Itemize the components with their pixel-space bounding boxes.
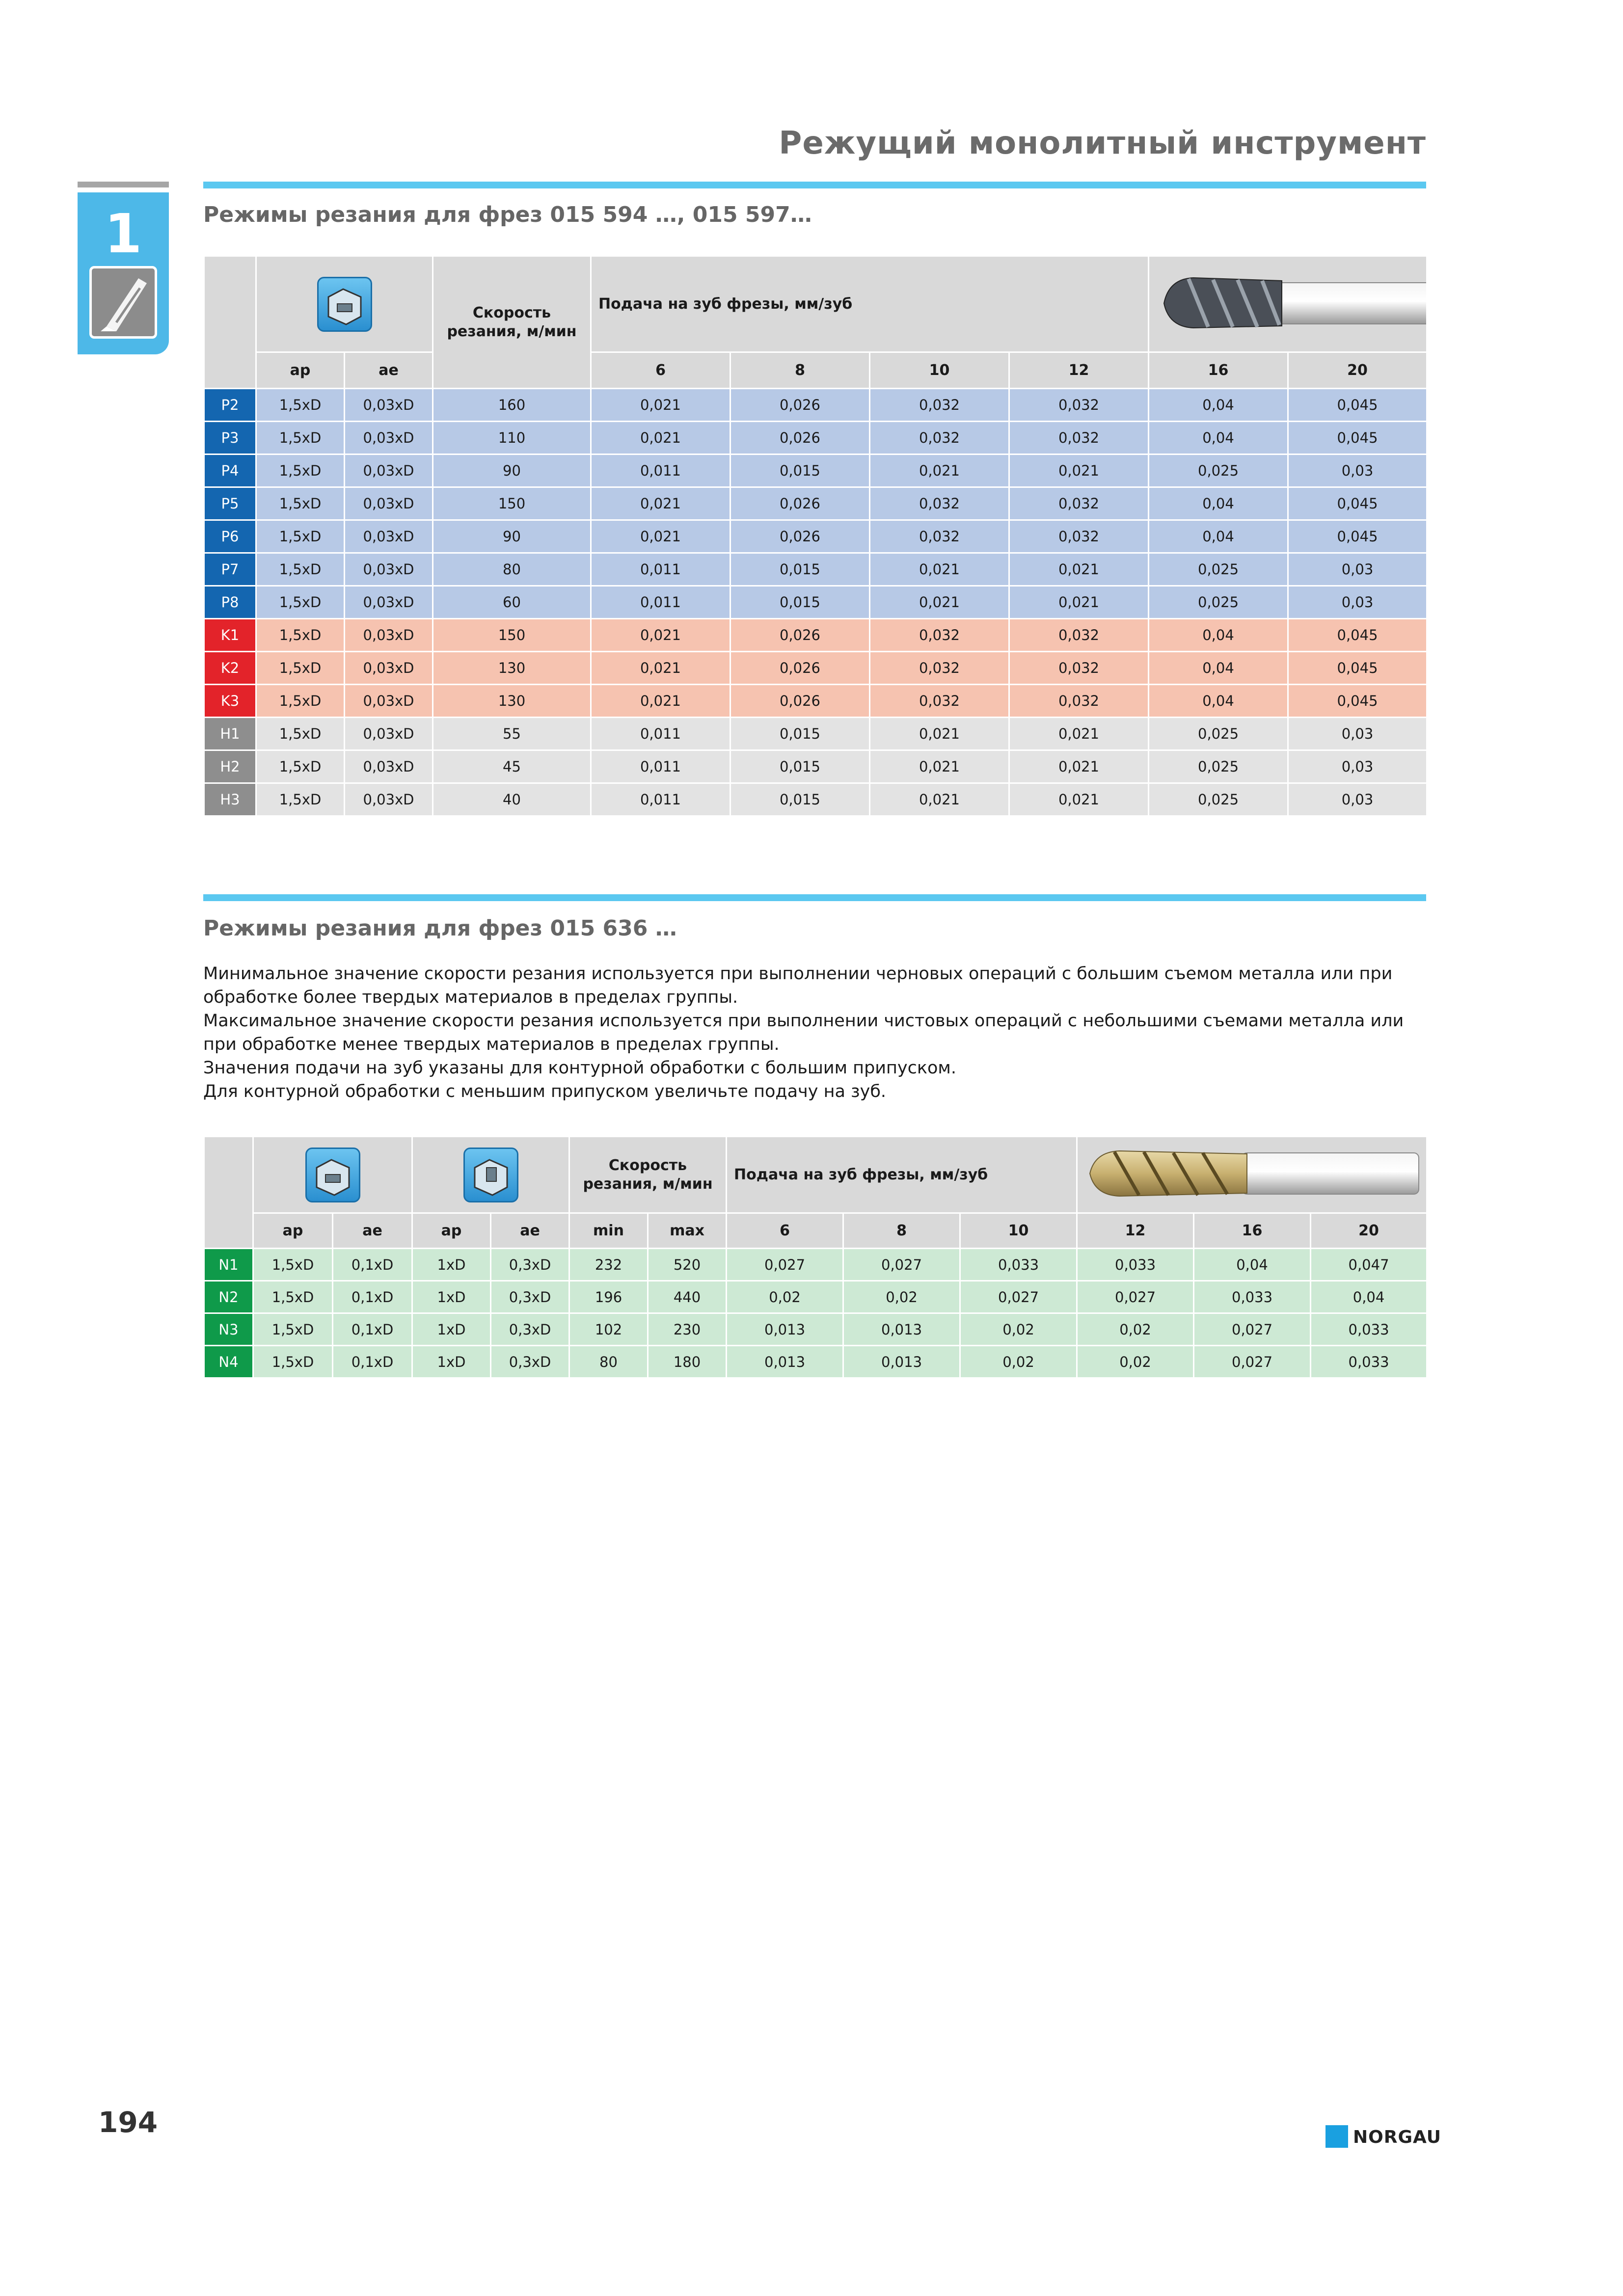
- col-ae-header: ae: [333, 1213, 412, 1249]
- logo-square-icon: [1325, 2125, 1348, 2148]
- ap-cell: 1,5xD: [253, 1313, 333, 1346]
- ap-cell: 1xD: [412, 1313, 491, 1346]
- diameter-header: 8: [730, 352, 870, 389]
- page-number: 194: [98, 2106, 158, 2139]
- ap-cell: 1,5xD: [256, 487, 345, 520]
- feed-cell: 0,04: [1149, 652, 1288, 685]
- feed-cell: 0,032: [1009, 619, 1149, 652]
- side-milling-icon: [317, 277, 372, 332]
- feed-cell: 0,032: [1009, 520, 1149, 553]
- speed-cell: 60: [433, 586, 591, 619]
- operation-icon-cell: [253, 1137, 412, 1213]
- ae-cell: 0,03xD: [345, 520, 433, 553]
- table-row: [204, 750, 1427, 783]
- group-header-cell: [204, 256, 256, 389]
- feed-cell: 0,015: [730, 454, 870, 487]
- feed-cell: 0,021: [1009, 553, 1149, 586]
- feed-cell: 0,011: [591, 750, 730, 783]
- material-group-label: K1: [204, 619, 256, 652]
- feed-cell: 0,027: [1194, 1346, 1311, 1378]
- feed-cell: 0,026: [730, 487, 870, 520]
- feed-cell: 0,021: [591, 520, 730, 553]
- ae-cell: 0,03xD: [345, 619, 433, 652]
- ae-cell: 0,1xD: [333, 1313, 412, 1346]
- feed-cell: 0,015: [730, 783, 870, 816]
- ae-cell: 0,03xD: [345, 389, 433, 422]
- feed-cell: 0,02: [960, 1346, 1077, 1378]
- diameter-header: 8: [843, 1213, 960, 1249]
- feed-cell: 0,026: [730, 652, 870, 685]
- speed-cell: 90: [433, 520, 591, 553]
- speed-min-cell: 80: [569, 1346, 648, 1378]
- table-row: [204, 422, 1427, 454]
- ae-cell: 0,1xD: [333, 1281, 412, 1313]
- material-group-label: P7: [204, 553, 256, 586]
- feed-cell: 0,026: [730, 619, 870, 652]
- ap-cell: 1,5xD: [256, 520, 345, 553]
- table-row: [204, 487, 1427, 520]
- feed-cell: 0,032: [1009, 422, 1149, 454]
- chapter-tab: [78, 192, 169, 354]
- feed-cell: 0,033: [1311, 1313, 1427, 1346]
- ap-cell: 1,5xD: [256, 454, 345, 487]
- ap-cell: 1,5xD: [253, 1346, 333, 1378]
- material-group-label: P6: [204, 520, 256, 553]
- material-group-label: N4: [204, 1346, 253, 1378]
- section2-rule: [203, 894, 1426, 901]
- speed-min-cell: 102: [569, 1313, 648, 1346]
- ae-cell: 0,3xD: [491, 1281, 569, 1313]
- feed-cell: 0,021: [870, 718, 1009, 750]
- feed-cell: 0,02: [960, 1313, 1077, 1346]
- ap-cell: 1,5xD: [256, 652, 345, 685]
- material-group-label: H2: [204, 750, 256, 783]
- ae-cell: 0,03xD: [345, 586, 433, 619]
- material-group-label: P5: [204, 487, 256, 520]
- feed-cell: 0,021: [591, 619, 730, 652]
- diameter-header: 16: [1194, 1213, 1311, 1249]
- feed-cell: 0,021: [1009, 718, 1149, 750]
- feed-cell: 0,011: [591, 718, 730, 750]
- feed-cell: 0,03: [1288, 586, 1427, 619]
- col-ae-header: ae: [491, 1213, 569, 1249]
- feed-cell: 0,032: [1009, 685, 1149, 718]
- feed-cell: 0,011: [591, 454, 730, 487]
- feed-cell: 0,025: [1149, 783, 1288, 816]
- feed-cell: 0,045: [1288, 389, 1427, 422]
- table-row: [204, 586, 1427, 619]
- feed-cell: 0,047: [1311, 1249, 1427, 1281]
- feed-cell: 0,04: [1149, 487, 1288, 520]
- feed-cell: 0,04: [1149, 422, 1288, 454]
- feed-cell: 0,03: [1288, 553, 1427, 586]
- material-group-label: P8: [204, 586, 256, 619]
- feed-cell: 0,02: [1077, 1346, 1194, 1378]
- feed-cell: 0,021: [870, 454, 1009, 487]
- slot-milling-icon: [463, 1148, 518, 1202]
- header-rule: [203, 182, 1426, 188]
- speed-max-cell: 520: [648, 1249, 727, 1281]
- feed-cell: 0,026: [730, 389, 870, 422]
- cutting-table-2: [203, 1136, 1428, 1379]
- feed-cell: 0,04: [1194, 1249, 1311, 1281]
- feed-cell: 0,045: [1288, 422, 1427, 454]
- feed-cell: 0,025: [1149, 718, 1288, 750]
- page-header-title: Режущий монолитный инструмент: [779, 125, 1426, 161]
- speed-cell: 150: [433, 487, 591, 520]
- feed-cell: 0,011: [591, 783, 730, 816]
- col-ae-header: ae: [345, 352, 433, 389]
- feed-cell: 0,015: [730, 586, 870, 619]
- diameter-header: 10: [960, 1213, 1077, 1249]
- feed-cell: 0,032: [1009, 487, 1149, 520]
- feed-cell: 0,025: [1149, 454, 1288, 487]
- material-group-label: H3: [204, 783, 256, 816]
- feed-cell: 0,011: [591, 586, 730, 619]
- speed-cell: 160: [433, 389, 591, 422]
- group-header-cell: [204, 1137, 253, 1249]
- feed-cell: 0,032: [870, 389, 1009, 422]
- feed-cell: 0,025: [1149, 586, 1288, 619]
- feed-cell: 0,021: [1009, 454, 1149, 487]
- ap-cell: 1xD: [412, 1281, 491, 1313]
- feed-cell: 0,032: [870, 685, 1009, 718]
- feed-cell: 0,021: [591, 685, 730, 718]
- table-row: [204, 553, 1427, 586]
- drill-icon: [89, 266, 157, 339]
- feed-cell: 0,04: [1149, 619, 1288, 652]
- feed-cell: 0,03: [1288, 783, 1427, 816]
- speed-cell: 110: [433, 422, 591, 454]
- material-group-label: K2: [204, 652, 256, 685]
- end-mill-image-icon: [1149, 263, 1427, 342]
- feed-header: Подача на зуб фрезы, мм/зуб: [591, 256, 1149, 352]
- ap-cell: 1xD: [412, 1346, 491, 1378]
- feed-cell: 0,045: [1288, 520, 1427, 553]
- ap-cell: 1,5xD: [253, 1249, 333, 1281]
- table-row: [204, 1313, 1427, 1346]
- operation-icon-cell: [256, 256, 433, 352]
- diameter-header: 12: [1077, 1213, 1194, 1249]
- table-row: [204, 652, 1427, 685]
- col-max-header: max: [648, 1213, 727, 1249]
- table-row: [204, 718, 1427, 750]
- table-row: [204, 454, 1427, 487]
- diameter-header: 20: [1311, 1213, 1427, 1249]
- speed-cell: 40: [433, 783, 591, 816]
- speed-cell: 80: [433, 553, 591, 586]
- side-milling-icon: [305, 1148, 360, 1202]
- speed-cell: 130: [433, 652, 591, 685]
- speed-min-cell: 196: [569, 1281, 648, 1313]
- ae-cell: 0,03xD: [345, 487, 433, 520]
- table-row: [204, 1281, 1427, 1313]
- col-ap-header: ap: [256, 352, 345, 389]
- material-group-label: K3: [204, 685, 256, 718]
- ap-cell: 1,5xD: [256, 586, 345, 619]
- table-row: [204, 1346, 1427, 1378]
- chapter-number: 1: [104, 202, 142, 265]
- speed-max-cell: 440: [648, 1281, 727, 1313]
- ap-cell: 1,5xD: [256, 783, 345, 816]
- ap-cell: 1xD: [412, 1249, 491, 1281]
- ap-cell: 1,5xD: [256, 750, 345, 783]
- material-group-label: P4: [204, 454, 256, 487]
- speed-cell: 90: [433, 454, 591, 487]
- ae-cell: 0,03xD: [345, 685, 433, 718]
- feed-cell: 0,025: [1149, 553, 1288, 586]
- table-row: [204, 783, 1427, 816]
- feed-cell: 0,013: [843, 1346, 960, 1378]
- feed-cell: 0,02: [843, 1281, 960, 1313]
- diameter-header: 12: [1009, 352, 1149, 389]
- feed-cell: 0,015: [730, 553, 870, 586]
- ae-cell: 0,03xD: [345, 750, 433, 783]
- feed-cell: 0,03: [1288, 750, 1427, 783]
- feed-cell: 0,015: [730, 750, 870, 783]
- ap-cell: 1,5xD: [256, 553, 345, 586]
- operation-icon-cell: [412, 1137, 569, 1213]
- material-group-label: P3: [204, 422, 256, 454]
- feed-cell: 0,021: [870, 553, 1009, 586]
- section1-title: Режимы резания для фрез 015 594 …, 015 597…: [203, 202, 812, 227]
- section2-title: Режимы резания для фрез 015 636 …: [203, 916, 677, 941]
- speed-min-cell: 232: [569, 1249, 648, 1281]
- ae-cell: 0,03xD: [345, 652, 433, 685]
- diameter-header: 6: [727, 1213, 843, 1249]
- ap-cell: 1,5xD: [256, 718, 345, 750]
- feed-cell: 0,021: [1009, 750, 1149, 783]
- diameter-header: 16: [1149, 352, 1288, 389]
- feed-cell: 0,033: [1194, 1281, 1311, 1313]
- speed-cell: 150: [433, 619, 591, 652]
- feed-cell: 0,027: [1077, 1281, 1194, 1313]
- ae-cell: 0,3xD: [491, 1346, 569, 1378]
- cutting-table-1: [203, 255, 1428, 817]
- feed-cell: 0,021: [1009, 586, 1149, 619]
- feed-cell: 0,021: [870, 783, 1009, 816]
- feed-cell: 0,032: [870, 422, 1009, 454]
- ae-cell: 0,3xD: [491, 1313, 569, 1346]
- feed-cell: 0,027: [843, 1249, 960, 1281]
- speed-cell: 130: [433, 685, 591, 718]
- end-mill-image-icon: [1080, 1141, 1424, 1205]
- ap-cell: 1,5xD: [256, 389, 345, 422]
- feed-cell: 0,032: [870, 619, 1009, 652]
- feed-cell: 0,03: [1288, 454, 1427, 487]
- ap-cell: 1,5xD: [256, 422, 345, 454]
- feed-cell: 0,04: [1149, 389, 1288, 422]
- chapter-rule: [78, 182, 169, 187]
- col-ap-header: ap: [253, 1213, 333, 1249]
- feed-cell: 0,021: [1009, 783, 1149, 816]
- speed-cell: 45: [433, 750, 591, 783]
- feed-cell: 0,032: [870, 520, 1009, 553]
- table-row: [204, 520, 1427, 553]
- material-group-label: N3: [204, 1313, 253, 1346]
- feed-cell: 0,021: [591, 389, 730, 422]
- tool-image-cell: [1077, 1137, 1427, 1213]
- brand-name: NORGAU: [1353, 2127, 1441, 2147]
- feed-cell: 0,021: [591, 422, 730, 454]
- material-group-label: P2: [204, 389, 256, 422]
- diameter-header: 6: [591, 352, 730, 389]
- feed-cell: 0,026: [730, 422, 870, 454]
- feed-cell: 0,045: [1288, 685, 1427, 718]
- speed-max-cell: 230: [648, 1313, 727, 1346]
- paragraph: Максимальное значение скорости резания используется при выполнении чистовых операций с небольшими съемами металла или при обработке менее твердых материалов в пределах группы.: [203, 1011, 1404, 1054]
- table-row: [204, 389, 1427, 422]
- feed-cell: 0,033: [960, 1249, 1077, 1281]
- feed-cell: 0,04: [1149, 685, 1288, 718]
- ap-cell: 1,5xD: [253, 1281, 333, 1313]
- feed-cell: 0,045: [1288, 487, 1427, 520]
- diameter-header: 20: [1288, 352, 1427, 389]
- speed-cell: 55: [433, 718, 591, 750]
- feed-cell: 0,032: [870, 652, 1009, 685]
- feed-cell: 0,026: [730, 520, 870, 553]
- table-row: [204, 685, 1427, 718]
- table-row: [204, 1249, 1427, 1281]
- paragraph: Минимальное значение скорости резания используется при выполнении черновых операций с большим съемом металла или при обработке более твердых материалов в пределах группы.: [203, 964, 1393, 1007]
- feed-cell: 0,011: [591, 553, 730, 586]
- ae-cell: 0,03xD: [345, 422, 433, 454]
- feed-cell: 0,033: [1311, 1346, 1427, 1378]
- ap-cell: 1,5xD: [256, 619, 345, 652]
- feed-cell: 0,032: [1009, 652, 1149, 685]
- feed-cell: 0,02: [727, 1281, 843, 1313]
- feed-cell: 0,032: [870, 487, 1009, 520]
- ae-cell: 0,1xD: [333, 1249, 412, 1281]
- feed-header: Подача на зуб фрезы, мм/зуб: [727, 1137, 1077, 1213]
- speed-header: Скорость резания, м/мин: [569, 1137, 727, 1213]
- ae-cell: 0,03xD: [345, 783, 433, 816]
- feed-cell: 0,027: [1194, 1313, 1311, 1346]
- feed-cell: 0,032: [1009, 389, 1149, 422]
- ae-cell: 0,3xD: [491, 1249, 569, 1281]
- ae-cell: 0,03xD: [345, 553, 433, 586]
- ap-cell: 1,5xD: [256, 685, 345, 718]
- table-row: [204, 619, 1427, 652]
- feed-cell: 0,021: [591, 652, 730, 685]
- ae-cell: 0,03xD: [345, 718, 433, 750]
- col-min-header: min: [569, 1213, 648, 1249]
- feed-cell: 0,027: [727, 1249, 843, 1281]
- feed-cell: 0,04: [1311, 1281, 1427, 1313]
- tool-image-cell: [1149, 256, 1427, 352]
- diameter-header: 10: [870, 352, 1009, 389]
- feed-cell: 0,045: [1288, 619, 1427, 652]
- feed-cell: 0,013: [727, 1313, 843, 1346]
- feed-cell: 0,03: [1288, 718, 1427, 750]
- paragraph: Для контурной обработки с меньшим припуском увеличьте подачу на зуб.: [203, 1082, 887, 1101]
- ae-cell: 0,1xD: [333, 1346, 412, 1378]
- feed-cell: 0,027: [960, 1281, 1077, 1313]
- feed-cell: 0,021: [870, 750, 1009, 783]
- feed-cell: 0,026: [730, 685, 870, 718]
- feed-cell: 0,033: [1077, 1249, 1194, 1281]
- feed-cell: 0,015: [730, 718, 870, 750]
- feed-cell: 0,021: [591, 487, 730, 520]
- feed-cell: 0,021: [870, 586, 1009, 619]
- feed-cell: 0,013: [843, 1313, 960, 1346]
- material-group-label: N1: [204, 1249, 253, 1281]
- brand-logo: [1325, 2125, 1441, 2149]
- speed-max-cell: 180: [648, 1346, 727, 1378]
- feed-cell: 0,025: [1149, 750, 1288, 783]
- paragraph: Значения подачи на зуб указаны для контурной обработки с большим припуском.: [203, 1058, 956, 1078]
- material-group-label: N2: [204, 1281, 253, 1313]
- speed-header: Скорость резания, м/мин: [433, 256, 591, 389]
- material-group-label: H1: [204, 718, 256, 750]
- feed-cell: 0,02: [1077, 1313, 1194, 1346]
- col-ap-header: ap: [412, 1213, 491, 1249]
- feed-cell: 0,04: [1149, 520, 1288, 553]
- ae-cell: 0,03xD: [345, 454, 433, 487]
- feed-cell: 0,013: [727, 1346, 843, 1378]
- feed-cell: 0,045: [1288, 652, 1427, 685]
